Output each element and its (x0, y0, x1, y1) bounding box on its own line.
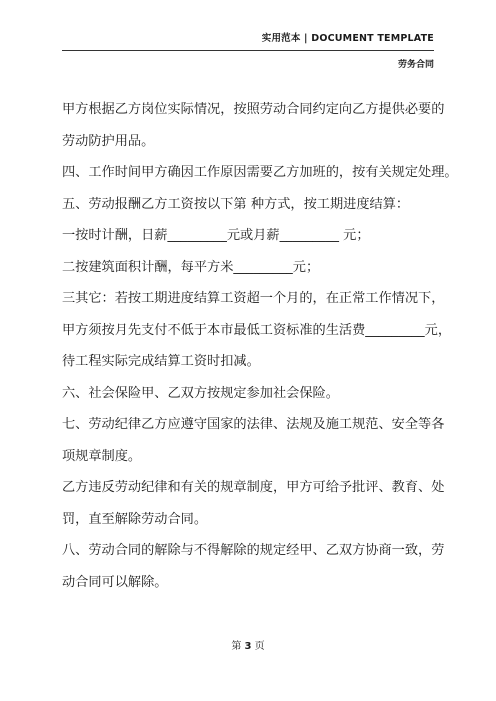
body-line: 劳动防护用品。 (62, 133, 155, 149)
body-line: 待工程实际完成结算工资时扣减。 (62, 354, 260, 369)
page-number (0, 637, 496, 652)
body-line: 项规章制度。 (62, 448, 142, 464)
body-line: 罚，直至解除劳动合同。 (62, 511, 208, 527)
page-number-value: 3 (244, 641, 252, 652)
page-number-prefix: 第 (231, 641, 242, 652)
header-subtitle: 劳务合同 (397, 60, 434, 70)
header-title: 实用范本 | DOCUMENT TEMPLATE (261, 33, 434, 44)
body-line: 五、劳动报酬乙方工资按以下第 种方式，按工期进度结算： (62, 196, 410, 212)
body-line: 甲方根据乙方岗位实际情况，按照劳动合同约定向乙方提供必要的 (62, 102, 445, 117)
page-header (62, 30, 434, 70)
body-line: 二按建筑面积计酬，每平方米_________元； (62, 259, 320, 275)
body-line: 一按时计酬，日薪_________元或月薪_________ 元； (62, 228, 370, 243)
page-number-suffix: 页 (254, 641, 265, 652)
document-body (62, 94, 458, 598)
body-line: 六、社会保险甲、乙双方按规定参加社会保险。 (62, 385, 339, 401)
body-line: 四、工作时间甲方确因工作原因需要乙方加班的，按有关规定处理。 (62, 165, 458, 180)
body-line: 乙方违反劳动纪律和有关的规章制度，甲方可给予批评、教育、处 (62, 480, 445, 495)
body-line: 八、劳动合同的解除与不得解除的规定经甲、乙双方协商一致，劳 (62, 543, 445, 558)
body-line: 动合同可以解除。 (62, 574, 168, 590)
body-line: 三其它：若按工期进度结算工资超一个月的，在正常工作情况下， (62, 291, 445, 306)
body-line: 甲方须按月先支付不低于本市最低工资标准的生活费_________元， (62, 322, 452, 338)
body-line: 七、劳动纪律乙方应遵守国家的法律、法规及施工规范、安全等各 (62, 417, 445, 432)
